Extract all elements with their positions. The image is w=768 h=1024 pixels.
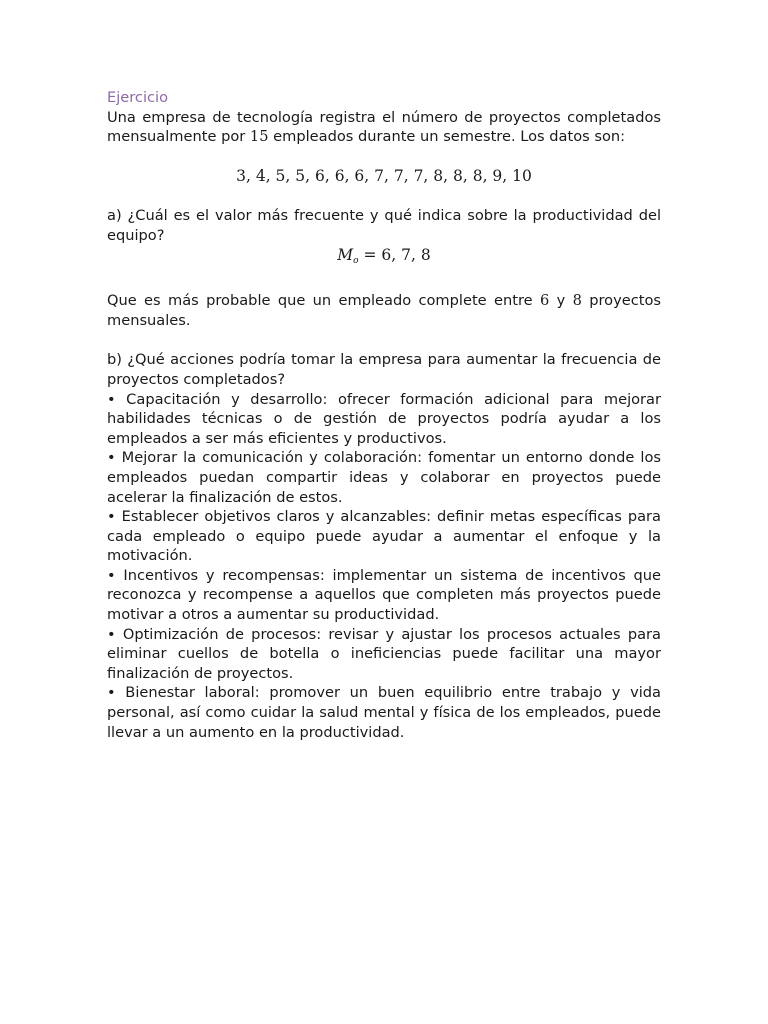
mode-formula (107, 246, 661, 272)
answer-a-num-1: 6 (539, 292, 550, 310)
intro-paragraph (107, 108, 661, 147)
answer-a (107, 291, 661, 330)
spacer (107, 271, 661, 291)
bullet-item: • Bienestar laboral: promover un buen equilibrio entre trabajo y vida personal, así como cuidar la salud mental y física de los empleados, puede llevar a un aumento en la productividad. (107, 684, 661, 741)
bullet-item: • Establecer objetivos claros y alcanzables: definir metas específicas para cada empleado o equipo puede ayudar a aumentar el enfoque y la motivación. (107, 508, 661, 565)
mode-subscript: o (353, 255, 359, 266)
document-page (107, 88, 661, 742)
spacer (107, 186, 661, 206)
intro-number: 15 (249, 128, 269, 146)
answer-a-text-3: proyectos mensuales. (107, 292, 662, 329)
spacer (107, 330, 661, 350)
answer-a-num-2: 8 (572, 292, 582, 310)
intro-text-1: Una empresa de tecnología registra el número de proyectos completados mensualmente por (107, 108, 661, 146)
bullet-item: • Mejorar la comunicación y colaboración: fomentar un entorno donde los empleados puedan compartir ideas y colaborar en proyectos puede acelerar la finalización de estos. (107, 449, 661, 506)
data-values-line: 3, 4, 5, 5, 6, 6, 6, 7, 7, 7, 8, 8, 8, 9, 10 (236, 166, 532, 185)
question-b: b) ¿Qué acciones podría tomar la empresa para aumentar la frecuencia de proyectos completados? (107, 351, 661, 388)
question-a: a) ¿Cuál es el valor más frecuente y qué indica sobre la productividad del equipo? (107, 207, 661, 244)
bullet-item: • Optimización de procesos: revisar y ajustar los procesos actuales para eliminar cuellos de botella o ineficiencias puede facilitar una mayor finalización de proyectos. (107, 625, 661, 682)
answer-a-text-2: y (549, 292, 573, 310)
answer-a-text-1: Que es más probable que un empleado complete entre (107, 292, 540, 310)
intro-text-2: empleados durante un semestre. Los datos son: (268, 128, 626, 146)
exercise-heading: Ejercicio (107, 89, 169, 106)
bullet-item: • Incentivos y recompensas: implementar un sistema de incentivos que reconozca y recompense a aquellos que completen más proyectos puede motivar a otros a aumentar su productividad. (107, 566, 661, 624)
mode-values: = 6, 7, 8 (358, 245, 431, 264)
mode-symbol: M (337, 245, 354, 264)
bullet-item: • Capacitación y desarrollo: ofrecer formación adicional para mejorar habilidades técnicas o de gestión de proyectos podría ayudar a los empleados a ser más eficientes y productivos. (107, 390, 661, 447)
